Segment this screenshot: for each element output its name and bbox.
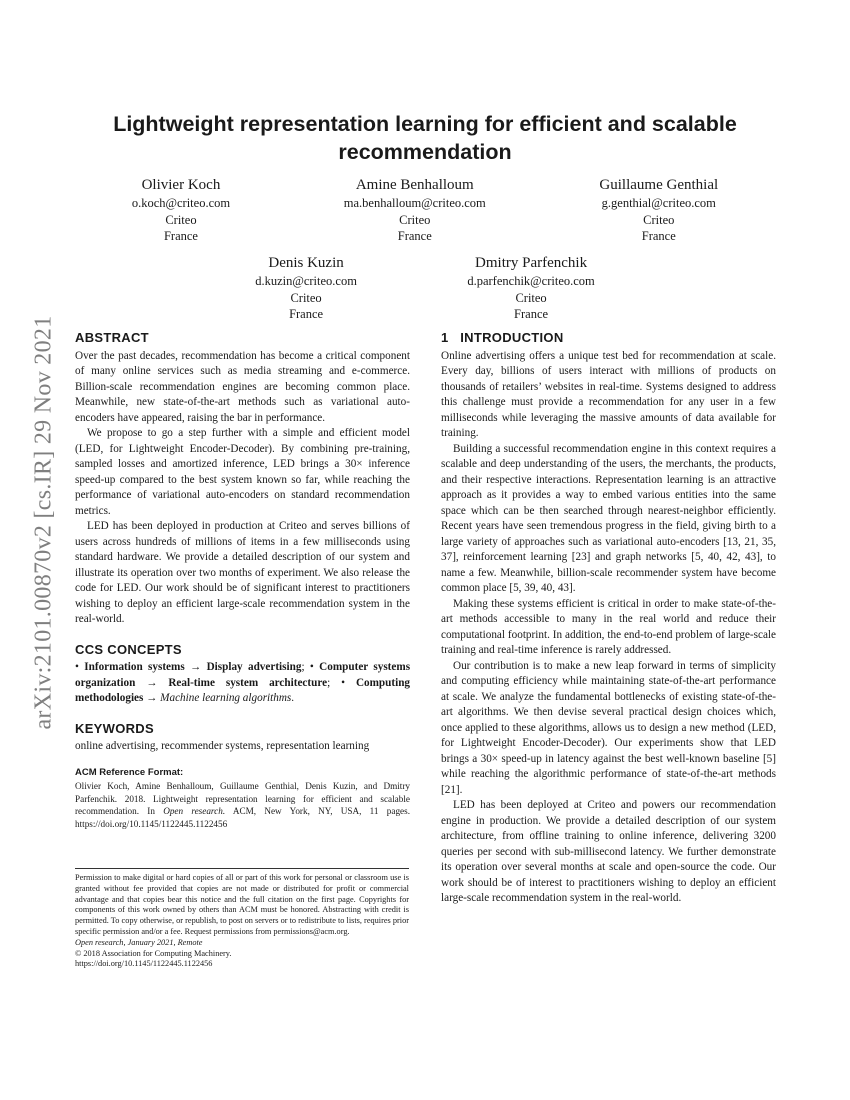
reference-format-heading: ACM Reference Format:: [75, 766, 184, 778]
author-affiliation: Criteo: [399, 212, 431, 227]
author-country: France: [641, 229, 676, 243]
paper-title: Lightweight representation learning for efficient and scalable recommendation: [113, 112, 737, 164]
ccs-main: Information systems: [84, 661, 185, 673]
author-email[interactable]: d.kuzin@criteo.com: [255, 274, 357, 288]
abstract-paragraph: LED has been deployed in production at Criteo and serves billions of users across hundreds of millions of items in a few milliseconds using standard hardware. We provide a detailed description of our system and illustrate its operation over two months of experiment. We also release the code for LED. Our work should be of significant interest to practitioners wishing to deploy an efficient large-scale recommendation system in the real-world.: [75, 520, 410, 625]
left-column: [75, 330, 410, 830]
author-country: France: [514, 307, 549, 321]
ccs-heading: CCS CONCEPTS: [75, 641, 182, 657]
author-block: [599, 176, 718, 245]
author-block: [255, 254, 357, 323]
author-country: France: [289, 307, 324, 321]
author-email[interactable]: ma.benhalloum@criteo.com: [343, 196, 486, 210]
author-affiliation: Criteo: [290, 290, 322, 305]
arxiv-stamp: [14, 297, 74, 747]
author-name: Olivier Koch: [141, 177, 221, 193]
abstract-heading: ABSTRACT: [75, 330, 149, 345]
intro-paragraph: Building a successful recommendation engine in this context requires a scalable and deep understanding of the users, the merchants, the products, and their respective interactions. Representation learning is an attractive approach as it provides a way to embed various entities into the same space which can be then searched through nearest-neighbor efficiently. Recent years have seen tremendous progress in the field, giving birth to a large variety of approaches such as variational auto-encoders [13, 21, 35, 37], reinforcement learning [23] and graph networks [5, 40, 42, 43], to name a few. Meanwhile, billion-scale recommender system have become common place [5, 39, 40, 43].: [441, 442, 776, 594]
author-affiliation: Criteo: [165, 212, 197, 227]
author-name: Dmitry Parfenchik: [475, 255, 588, 271]
copyright-footnote: [75, 868, 409, 970]
right-column: [441, 330, 776, 907]
ccs-sub: Real-time system architecture: [168, 676, 328, 689]
author-block: [344, 176, 486, 245]
author-block: [132, 176, 230, 245]
intro-paragraph: Online advertising offers a unique test bed for recommendation at scale. Every day, billions of users interact with millions of products on thousands of retailers’ websites in real-time. Systems designed to address this challenge must provide a recommendation for any user in a few milliseconds while leveraging the massive amounts of data available for training.: [441, 349, 776, 439]
intro-paragraph: Making these systems efficient is critical in order to make state-of-the-art methods accessible to many in the real world and reduce their computational footprint. In addition, the end-to-end problem of large-scale training and real-time inference is rarely addressed.: [441, 597, 776, 656]
author-email[interactable]: o.koch@criteo.com: [131, 196, 231, 210]
author-country: France: [397, 229, 432, 243]
author-name: Amine Benhalloum: [355, 177, 474, 193]
intro-paragraph: Our contribution is to make a new leap forward in terms of simplicity and computing efficiency while maintaining state-of-the-art performance at scale. We analyze the fundamental bottlenecks of existing state-of-the-art algorithms. We then devise several practical design choices which, once applied to these algorithms, allows us to design a new method (LED, for Lightweight Encoder-Decoder). Our experiments show that LED brings a 30× speed-up in latency against the best well-known baseline [5] while reaching the algorithmic performance of state-of-the-art methods [21].: [441, 659, 776, 796]
ccs-sub: Display advertising: [206, 661, 302, 673]
author-list-row1: [75, 176, 775, 245]
author-country: France: [163, 229, 198, 243]
keywords-heading: KEYWORDS: [75, 720, 154, 736]
doi-link[interactable]: https://doi.org/10.1145/1122445.1122456: [75, 959, 213, 969]
reference-format-text: Olivier Koch, Amine Benhalloum, Guillaume Genthial, Denis Kuzin, and Dmitry Parfenchik. 2018. Lightweight representation learning for efficient and scalable recommendation. In Open research. ACM, New York, NY, USA, 11 pages. https://doi.org/10.1145/1122445.1122456: [75, 781, 410, 829]
copyright-line: © 2018 Association for Computing Machinery.: [75, 948, 232, 958]
author-block: [467, 254, 594, 323]
author-name: Guillaume Genthial: [599, 177, 719, 193]
keywords-text: online advertising, recommender systems, representation learning: [75, 740, 370, 752]
arxiv-id: arXiv:2101.00870v2 [cs.IR] 29 Nov 2021: [30, 314, 57, 730]
ccs-main: Computer systems organization: [75, 661, 411, 689]
venue-line: Open research, January 2021, Remote: [75, 937, 203, 947]
introduction-heading: 1 INTRODUCTION: [441, 330, 564, 345]
author-name: Denis Kuzin: [268, 255, 344, 271]
author-affiliation: Criteo: [643, 212, 675, 227]
ccs-main: Computing methodologies: [75, 676, 411, 704]
ccs-sub: Machine learning algorithms: [160, 692, 292, 704]
abstract-paragraph: Over the past decades, recommendation has become a critical component of many online services such as media streaming and e-commerce. Billion-scale recommendation engines are becoming common place. Meanwhile, new state-of-the-art methods such as variational auto-encoders have appeared, raising the bar in performance.: [75, 349, 410, 424]
ccs-concepts: • Information systems → Display advertising; • Computer systems organization → Real-time system architecture; • Computing methodologies → Machine learning algorithms.: [75, 661, 411, 704]
author-email[interactable]: d.parfenchik@criteo.com: [467, 274, 595, 288]
permission-notice: Permission to make digital or hard copies of all or part of this work for personal or classroom use is granted without fee provided that copies are not made or distributed for profit or commercial advantage and that copies bear this notice and the full citation on the first page. Copyrights for components of this work owned by others than ACM must be honored. Abstracting with credit is permitted. To copy otherwise, or republish, to post on servers or to redistribute to lists, requires prior specific permission and/or a fee. Request permissions from permissions@acm.org.: [75, 873, 409, 936]
author-email[interactable]: g.genthial@criteo.com: [601, 196, 716, 210]
author-list-row2: [75, 254, 775, 323]
author-affiliation: Criteo: [515, 290, 547, 305]
abstract-paragraph: We propose to go a step further with a simple and efficient model (LED, for Lightweight Encoder-Decoder). By combining pre-training, sampled losses and amortized inference, LED brings a 30× inference speed-up compared to the best system known so far, while reaching the performance of variational auto-encoders on standard recommendation metrics.: [75, 427, 410, 517]
intro-paragraph: LED has been deployed at Criteo and powers our recommendation engine in production. We provide a detailed description of our system architecture, from offline training to online inference, delivering 3200 queries per second with sub-millisecond latency. We further demonstrate its operation over several months at scale and open-source the code. Our work should be of interest to practitioners wishing to deploy an efficient large-scale recommendation system in the real-world.: [441, 799, 776, 904]
